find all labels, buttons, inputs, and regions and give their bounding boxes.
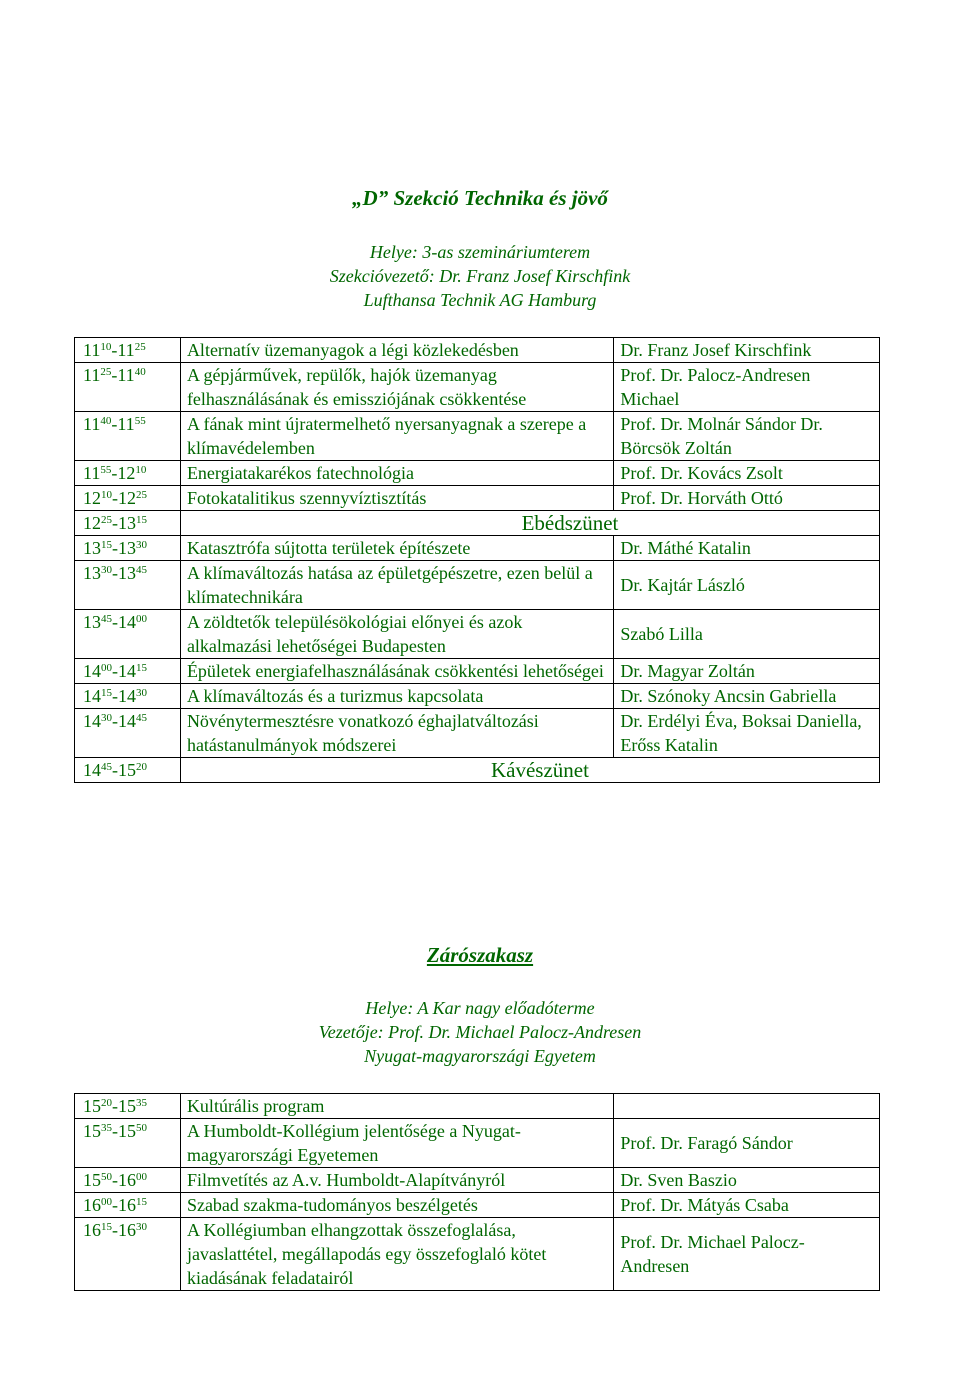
- schedule-row: [75, 684, 880, 709]
- time-start-m: 45: [101, 613, 112, 625]
- section-d-schedule-table: [74, 337, 880, 783]
- time-end-h: 14: [118, 711, 136, 731]
- time-end-h: 14: [118, 661, 136, 681]
- schedule-row: [75, 561, 880, 610]
- time-cell: $15^{50}-16^{00}$: [75, 1168, 181, 1193]
- time-cell: $13^{15}-13^{30}$: [75, 536, 181, 561]
- time-end-m: 40: [134, 366, 146, 378]
- schedule-row: [75, 363, 880, 412]
- talk-title: Növénytermesztésre vonatkozó éghajlatváltozási hatástanulmányok módszerei: [180, 709, 613, 758]
- closing-location: Helye: A Kar nagy előadóterme: [365, 998, 595, 1018]
- talk-title: A klímaváltozás hatása az épületgépészetre, ezen belül a klímatechnikára: [180, 561, 613, 610]
- time-start-h: 16: [83, 1195, 101, 1215]
- section-location: Helye: 3-as szemináriumterem: [369, 242, 591, 262]
- time-start-h: 15: [83, 1170, 101, 1190]
- time-end-h: 14: [118, 686, 136, 706]
- speaker-name: Szabó Lilla: [614, 610, 880, 659]
- talk-title: Szabad szakma-tudományos beszélgetés: [180, 1193, 613, 1218]
- time-start-h: 13: [83, 538, 101, 558]
- time-end-h: 16: [118, 1195, 136, 1215]
- time-end-m: 45: [136, 712, 147, 724]
- time-start-m: 00: [101, 662, 112, 674]
- time-cell: $11^{55}-12^{10}$: [75, 461, 181, 486]
- time-cell: $14^{00}-14^{15}$: [75, 659, 181, 684]
- schedule-row: [75, 1218, 880, 1291]
- talk-title: A fának mint újratermelhető nyersanyagnak a szerepe a klímavédelemben: [180, 412, 613, 461]
- schedule-row: [75, 1193, 880, 1218]
- speaker-name: Prof. Dr. Horváth Ottó: [614, 486, 880, 511]
- schedule-row: [75, 511, 880, 536]
- time-start-h: 12: [83, 513, 101, 533]
- schedule-row: [75, 709, 880, 758]
- time-start-m: 10: [101, 489, 112, 501]
- speaker-name: Dr. Sven Baszio: [614, 1168, 880, 1193]
- speaker-name: Dr. Kajtár László: [614, 561, 880, 610]
- speaker-name: Prof. Dr. Mátyás Csaba: [614, 1193, 880, 1218]
- time-cell: $14^{15}-14^{30}$: [75, 684, 181, 709]
- schedule-row: [75, 1119, 880, 1168]
- time-end-h: 15: [118, 1096, 136, 1116]
- time-start-m: 15: [101, 1221, 112, 1233]
- time-end-m: 15: [136, 514, 147, 526]
- time-cell: $11^{10}-11^{25}$: [75, 338, 181, 363]
- time-end-h: 15: [118, 1121, 136, 1141]
- talk-title: A zöldtetők településökológiai előnyei és azok alkalmazási lehetőségei Budapesten: [180, 610, 613, 659]
- time-cell: $12^{25}-13^{15}$: [75, 511, 181, 536]
- time-end-h: 12: [118, 488, 136, 508]
- section-affiliation: Lufthansa Technik AG Hamburg: [363, 290, 597, 310]
- time-start-h: 13: [83, 563, 101, 583]
- talk-title: Filmvetítés az A.v. Humboldt-Alapítványról: [180, 1168, 613, 1193]
- schedule-row: [75, 536, 880, 561]
- time-cell: $16^{15}-16^{30}$: [75, 1218, 181, 1291]
- time-end-h: 16: [118, 1170, 136, 1190]
- time-end-m: 20: [136, 761, 147, 773]
- time-start-m: 45: [101, 761, 112, 773]
- schedule-row: [75, 461, 880, 486]
- talk-title: A Kollégiumban elhangzottak összefoglalása, javaslattétel, megállapodás egy összefoglaló kötet kiadásának feladatairól: [180, 1218, 613, 1291]
- time-start-h: 11: [83, 463, 101, 483]
- time-cell: $12^{10}-12^{25}$: [75, 486, 181, 511]
- time-start-m: 30: [101, 564, 112, 576]
- break-label: Ebédszünet: [521, 511, 619, 535]
- time-end-h: 11: [117, 365, 135, 385]
- time-start-m: 50: [101, 1171, 112, 1183]
- time-end-m: 30: [136, 1221, 147, 1233]
- talk-title: Katasztrófa sújtotta területek építészete: [180, 536, 613, 561]
- time-start-h: 14: [83, 686, 101, 706]
- time-end-m: 00: [136, 1171, 147, 1183]
- speaker-name: Prof. Dr. Michael Palocz-Andresen: [614, 1218, 880, 1291]
- time-end-m: 30: [136, 687, 147, 699]
- time-start-m: 35: [101, 1122, 112, 1134]
- schedule-row: [75, 659, 880, 684]
- time-start-m: 00: [101, 1196, 112, 1208]
- time-end-h: 13: [118, 563, 136, 583]
- break-cell: [180, 758, 879, 783]
- time-end-m: 35: [136, 1097, 147, 1109]
- time-end-m: 10: [135, 464, 147, 476]
- talk-title: A Humboldt-Kollégium jelentősége a Nyugat-magyarországi Egyetemen: [180, 1119, 613, 1168]
- speaker-name: Dr. Szónoky Ancsin Gabriella: [614, 684, 880, 709]
- time-end-m: 25: [134, 341, 146, 353]
- time-cell: $14^{30}-14^{45}$: [75, 709, 181, 758]
- time-start-m: 30: [101, 712, 112, 724]
- closing-chair: Vezetője: Prof. Dr. Michael Palocz-Andresen: [318, 1022, 642, 1042]
- time-end-m: 50: [136, 1122, 147, 1134]
- time-start-m: 40: [100, 415, 112, 427]
- time-start-h: 15: [83, 1096, 101, 1116]
- time-end-m: 00: [136, 613, 147, 625]
- time-start-h: 14: [83, 661, 101, 681]
- time-end-m: 15: [136, 662, 147, 674]
- talk-title: Fotokatalitikus szennyvíztisztítás: [180, 486, 613, 511]
- time-cell: $13^{30}-13^{45}$: [75, 561, 181, 610]
- speaker-name: Prof. Dr. Molnár Sándor Dr. Börcsök Zoltán: [614, 412, 880, 461]
- section-title: „D” Szekció Technika és jövő: [352, 186, 608, 210]
- time-end-h: 15: [118, 760, 136, 780]
- time-cell: $14^{45}-15^{20}$: [75, 758, 181, 783]
- talk-title: A gépjárművek, repülők, hajók üzemanyag felhasználásának és emissziójának csökkentése: [180, 363, 613, 412]
- talk-title: Kultúrális program: [180, 1094, 613, 1119]
- time-end-h: 11: [117, 414, 135, 434]
- schedule-row: [75, 758, 880, 783]
- time-start-m: 15: [101, 539, 112, 551]
- speaker-name: Prof. Dr. Faragó Sándor: [614, 1119, 880, 1168]
- time-start-m: 55: [100, 464, 112, 476]
- talk-title: Energiatakarékos fatechnológia: [180, 461, 613, 486]
- time-start-h: 15: [83, 1121, 101, 1141]
- schedule-row: [75, 412, 880, 461]
- schedule-row: [75, 1168, 880, 1193]
- time-end-m: 30: [136, 539, 147, 551]
- closing-affiliation: Nyugat-magyarországi Egyetem: [364, 1046, 596, 1066]
- speaker-name: Prof. Dr. Kovács Zsolt: [614, 461, 880, 486]
- speaker-name: Dr. Magyar Zoltán: [614, 659, 880, 684]
- closing-schedule-table: [74, 1093, 880, 1291]
- time-start-h: 16: [83, 1220, 101, 1240]
- schedule-row: [75, 338, 880, 363]
- section-chair: Szekcióvezető: Dr. Franz Josef Kirschfink: [329, 266, 631, 286]
- schedule-row: [75, 610, 880, 659]
- speaker-name: Prof. Dr. Palocz-Andresen Michael: [614, 363, 880, 412]
- time-end-h: 12: [117, 463, 136, 483]
- time-cell: $15^{35}-15^{50}$: [75, 1119, 181, 1168]
- talk-title: A klímaváltozás és a turizmus kapcsolata: [180, 684, 613, 709]
- break-label: Kávészünet: [490, 758, 589, 782]
- time-start-h: 14: [83, 711, 101, 731]
- break-cell: [180, 511, 879, 536]
- talk-title: Épületek energiafelhasználásának csökkentési lehetőségei: [180, 659, 613, 684]
- time-start-h: 13: [83, 612, 101, 632]
- time-start-m: 25: [101, 514, 112, 526]
- time-start-m: 25: [100, 366, 112, 378]
- time-start-h: 11: [83, 340, 101, 360]
- time-end-h: 11: [117, 340, 135, 360]
- schedule-row: [75, 486, 880, 511]
- time-start-m: 15: [101, 687, 112, 699]
- time-end-m: 25: [136, 489, 147, 501]
- time-end-h: 13: [118, 513, 136, 533]
- time-end-m: 55: [134, 415, 146, 427]
- time-start-h: 11: [83, 414, 101, 434]
- talk-title: Alternatív üzemanyagok a légi közlekedésben: [180, 338, 613, 363]
- time-start-h: 12: [83, 488, 101, 508]
- time-cell: $13^{45}-14^{00}$: [75, 610, 181, 659]
- time-start-h: 14: [83, 760, 101, 780]
- closing-title: Zárószakasz: [426, 943, 534, 967]
- time-cell: $15^{20}-15^{35}$: [75, 1094, 181, 1119]
- time-start-m: 10: [100, 341, 112, 353]
- time-end-h: 14: [118, 612, 136, 632]
- schedule-row: [75, 1094, 880, 1119]
- speaker-name: Dr. Erdélyi Éva, Boksai Daniella, Erőss Katalin: [614, 709, 880, 758]
- speaker-name: Dr. Máthé Katalin: [614, 536, 880, 561]
- time-cell: $11^{25}-11^{40}$: [75, 363, 181, 412]
- time-end-h: 16: [118, 1220, 136, 1240]
- time-end-h: 13: [118, 538, 136, 558]
- speaker-name: Dr. Franz Josef Kirschfink: [614, 338, 880, 363]
- time-end-m: 15: [136, 1196, 147, 1208]
- time-start-h: 11: [83, 365, 101, 385]
- time-cell: $16^{00}-16^{15}$: [75, 1193, 181, 1218]
- time-start-m: 20: [101, 1097, 112, 1109]
- speaker-name: [614, 1094, 880, 1119]
- time-cell: $11^{40}-11^{55}$: [75, 412, 181, 461]
- time-end-m: 45: [136, 564, 147, 576]
